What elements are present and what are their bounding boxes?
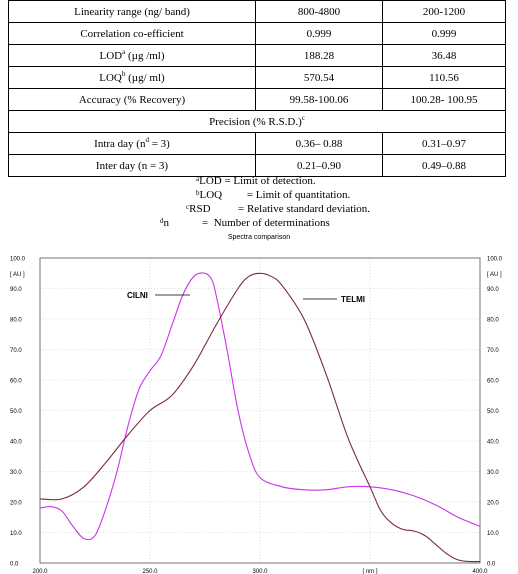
footnote-text: n = Number of determinations [163,217,330,229]
y-tick-label: 90.0 [10,287,22,293]
y-tick-label: 30.0 [10,470,22,476]
footnote [196,174,316,188]
label-text: LOQ [99,71,122,84]
y-tick-label: 90.0 [487,287,499,293]
y-tick-label: 60.0 [10,378,22,385]
cell-value: 0.49–0.88 [383,155,506,177]
y-tick-label: 50.0 [487,409,499,415]
y-tick-label: 20.0 [10,500,22,507]
cell-value: 570.54 [256,67,383,89]
label-text: = 3) [148,137,170,150]
row-label [9,45,256,67]
cell-value: 0.999 [256,23,383,45]
label-text: (µg /ml) [125,49,165,62]
table-row [9,67,506,89]
table-row [9,133,506,155]
x-tick-label: 250.0 [142,569,158,574]
footnote-text: LOD = Limit of detection. [199,175,316,187]
cell-value: 0.21–0.90 [256,155,383,177]
y-tick-label: 30.0 [487,470,499,476]
x-tick-label: [ nm ] [362,569,378,574]
footnote-text: LOQ = Limit of quantitation. [199,189,351,201]
y-tick-label: 40.0 [10,439,22,446]
y-tick-label: [ AU ] [487,271,502,278]
footnote-mark: a [122,47,126,56]
label-text: (µg/ ml) [125,71,165,84]
y-tick-label: 80.0 [487,317,499,324]
cell-value: 800-4800 [256,1,383,23]
cell-value: 188.28 [256,45,383,67]
x-tick-label: 200.0 [32,569,48,574]
footnote-mark: c [186,203,190,211]
footnote-mark: d [145,135,149,144]
footnote [186,202,370,216]
parameters-table [8,0,506,177]
row-label [9,67,256,89]
label-text: Intra day (n [94,137,146,150]
footnote-mark: d [160,217,164,225]
table-row [9,45,506,67]
y-tick-label: 20.0 [487,500,499,507]
series-label-telmi: TELMI [341,295,365,304]
y-tick-label: 0.0 [10,561,19,568]
y-tick-label: 100.0 [10,256,26,263]
spectra-chart [0,228,518,574]
footnote-mark: b [121,69,126,78]
table-row [9,89,506,111]
y-tick-label: 50.0 [10,409,22,415]
table-row [9,23,506,45]
y-tick-label: 70.0 [487,348,499,354]
row-label: Linearity range (ng/ band) [9,1,256,23]
y-tick-label: 70.0 [10,348,22,354]
y-tick-label: 40.0 [487,439,499,446]
row-label: Inter day (n = 3) [9,155,256,177]
table-row [9,111,506,133]
footnote-mark: a [196,175,200,183]
grid [40,258,480,563]
chart-title: Spectra comparison [227,234,291,241]
y-tick-label: 10.0 [487,531,499,537]
y-tick-label: 10.0 [10,531,22,537]
y-tick-label: [ AU ] [10,271,25,278]
row-label [9,133,256,155]
right-axis [487,257,503,568]
cell-value: 100.28- 100.95 [383,89,506,111]
y-tick-label: 0.0 [487,561,496,568]
x-axis [32,569,488,574]
table-row [9,1,506,23]
cell-value: 36.48 [383,45,506,67]
label-text: Precision (% R.S.D.) [209,115,302,128]
cell-value: 200-1200 [383,1,506,23]
y-tick-label: 80.0 [10,317,22,324]
footnote-text: RSD = Relative standard deviation. [189,203,371,215]
precision-header [9,111,506,133]
footnote-mark: b [196,189,200,197]
x-tick-label: 300.0 [252,569,268,574]
cell-value: 110.56 [383,67,506,89]
left-axis [10,257,26,568]
footnote [196,188,350,202]
label-text: LOD [99,49,123,62]
footnote-mark: c [301,113,305,122]
row-label: Accuracy (% Recovery) [9,89,256,111]
y-tick-label: 60.0 [487,378,499,385]
x-tick-label: 400.0 [472,569,488,574]
cell-value: 0.999 [383,23,506,45]
y-tick-label: 100.0 [487,256,503,263]
cell-value: 0.31–0.97 [383,133,506,155]
cell-value: 99.58-100.06 [256,89,383,111]
series-label-cilni: CILNI [127,291,148,300]
row-label: Correlation co-efficient [9,23,256,45]
cell-value: 0.36– 0.88 [256,133,383,155]
